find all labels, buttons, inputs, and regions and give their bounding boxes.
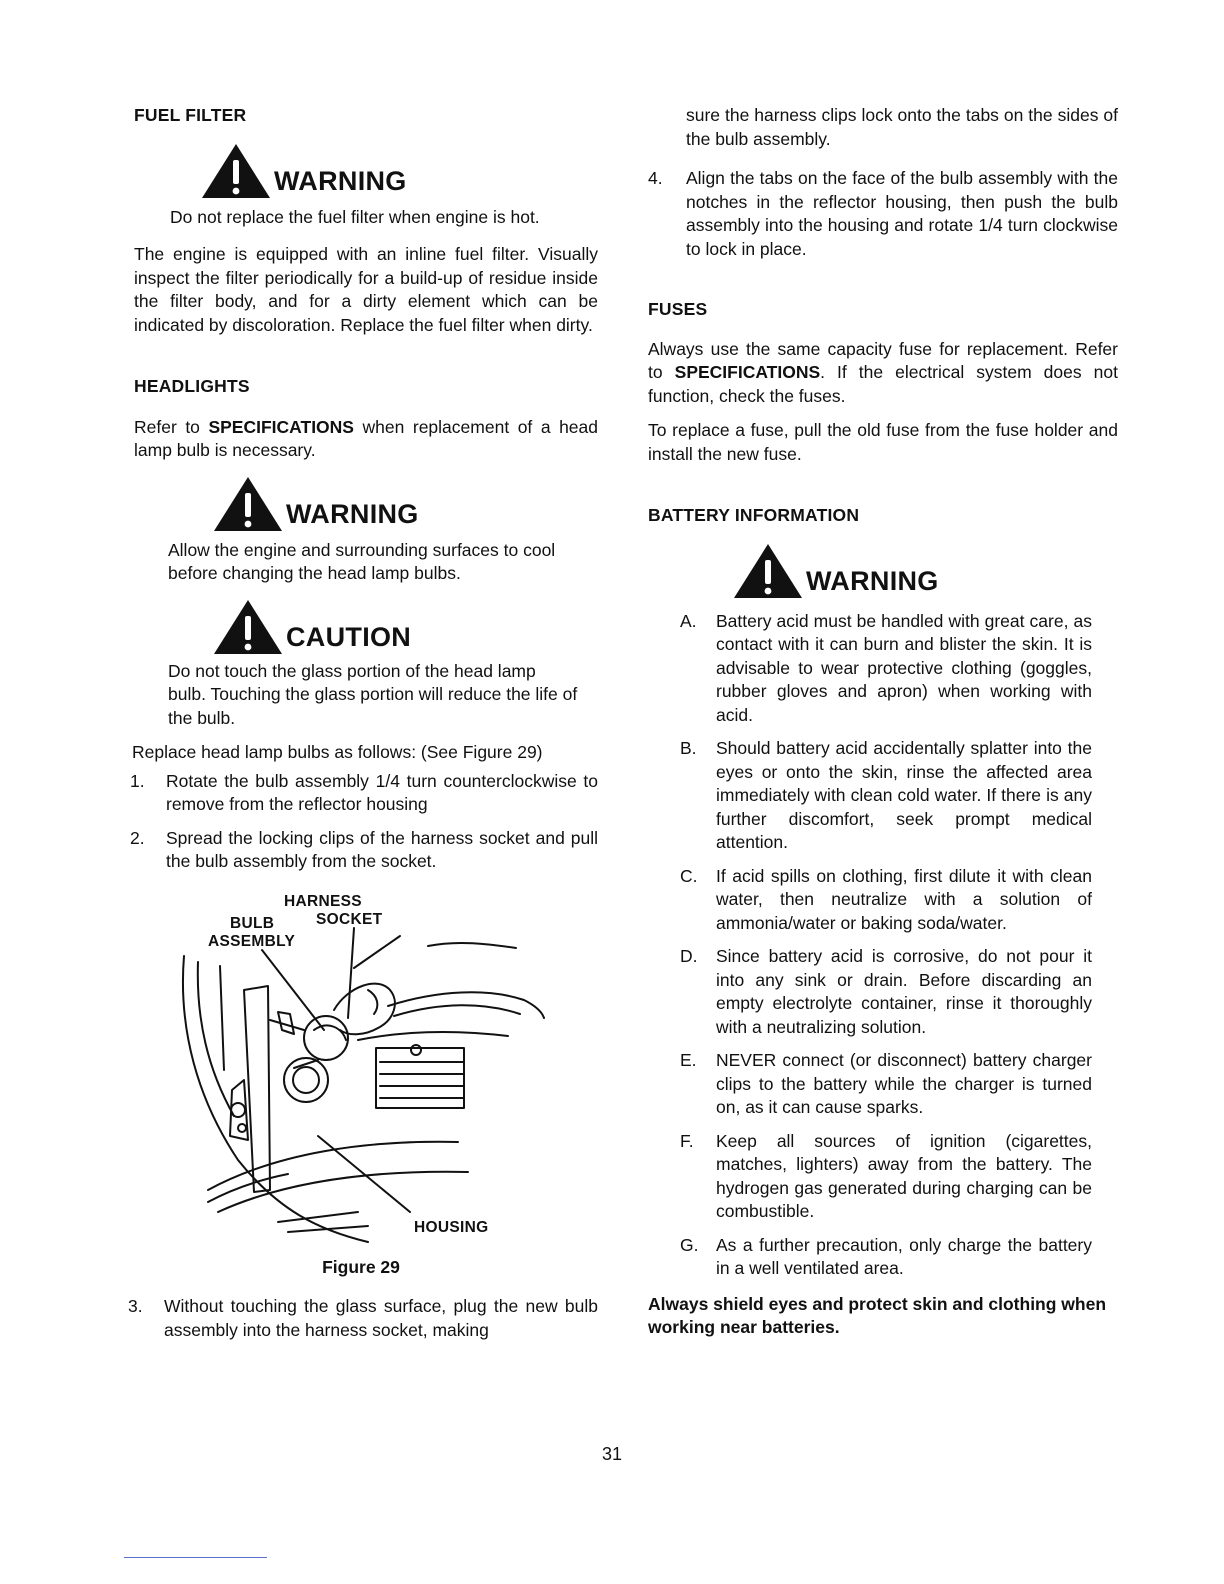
caution-triangle-icon [212, 598, 284, 656]
fuel-filter-heading: FUEL FILTER [134, 105, 247, 125]
list-item: 3. Without touching the glass surface, plug the new bulb assembly into the harness socket, making [128, 1296, 598, 1340]
headlights-intro: Refer to SPECIFICATIONS when replacement of a head lamp bulb is necessary. [134, 416, 599, 460]
warning-triangle-icon [212, 475, 284, 533]
headlamp-bulb-illustration [128, 890, 588, 1250]
warning-word: WARNING [806, 565, 939, 596]
figure-29-caption: Figure 29 [322, 1256, 400, 1277]
warning-triangle-icon [200, 142, 272, 200]
list-item: F. Keep all sources of ignition (cigarettes, matches, lighters) away from the battery. The hydrogen gas generated during charging can be combustible. [680, 1130, 1092, 1221]
list-item: C. If acid spills on clothing, first dilute it with clean water, then neutralize with a solution of ammonia/water or baking soda/water. [680, 865, 1092, 933]
headlights-warning-header [212, 475, 598, 533]
list-item: E. NEVER connect (or disconnect) battery charger clips to the battery while the charger is turned on, as it can cause sparks. [680, 1050, 1092, 1117]
list-item: 2. Spread the locking clips of the harness socket and pull the bulb assembly from the socket. [130, 827, 598, 871]
list-item: B. Should battery acid accidentally splatter into the eyes or onto the skin, rinse the affected area immediately with clean cold water. If there is any further discomfort, seek prompt medical attention. [680, 738, 1092, 852]
fuses-paragraph-2: To replace a fuse, pull the old fuse from the fuse holder and install the new fuse. [648, 420, 1118, 464]
headlight-steps-continued [648, 104, 1118, 261]
footer-rule [124, 1557, 267, 1558]
label-socket: SOCKET [316, 910, 383, 928]
fuel-filter-warning-text: Do not replace the fuel filter when engine is hot. [170, 206, 540, 227]
page-number: 31 [601, 1444, 623, 1464]
battery-safety-list [680, 610, 1092, 1281]
label-harness: HARNESS [284, 892, 362, 910]
label-housing: HOUSING [414, 1218, 489, 1236]
caution-word: CAUTION [286, 621, 412, 652]
headlight-step-3 [128, 1295, 598, 1342]
right-column [648, 104, 1118, 1340]
label-bulb: BULB [230, 914, 275, 932]
figure-29 [128, 890, 588, 1250]
list-item: D. Since battery acid is corrosive, do not pour it into any sink or drain. Before discarding an empty electrolyte container, rinse it thoroughly with a neutralizing solution. [680, 946, 1092, 1037]
fuel-filter-warning-header [200, 142, 598, 200]
warning-triangle-icon [732, 542, 804, 600]
battery-closing-note: Always shield eyes and protect skin and clothing when working near batteries. [648, 1293, 1107, 1337]
left-column [128, 104, 599, 1342]
headlights-heading: HEADLIGHTS [134, 376, 250, 396]
steps-intro: Replace head lamp bulbs as follows: (See Figure 29) [132, 742, 543, 762]
battery-heading: BATTERY INFORMATION [648, 505, 860, 525]
list-item: 4. Align the tabs on the face of the bulb assembly with the notches in the reflector housing, then push the bulb assembly into the housing and rotate 1/4 turn clockwise to lock in place. [648, 168, 1118, 259]
headlights-warning-text: Allow the engine and surrounding surfaces to cool before changing the head lamp bulbs. [168, 539, 556, 583]
warning-word: WARNING [274, 165, 407, 196]
headlights-caution-text: Do not touch the glass portion of the head lamp bulb. Touching the glass portion will reduce the life of the bulb. [168, 660, 578, 728]
warning-word: WARNING [286, 498, 419, 529]
specifications-reference: SPECIFICATIONS [674, 362, 821, 382]
headlights-caution-header [212, 598, 598, 656]
list-item: G. As a further precaution, only charge the battery in a well ventilated area. [680, 1234, 1092, 1278]
headlight-steps-list [130, 770, 598, 874]
fuel-filter-body: The engine is equipped with an inline fuel filter. Visually inspect the filter periodically for a build-up of residue inside the filter body, and for a dirty element which can be indicated by discoloration. Replace the fuel filter when dirty. [134, 244, 598, 335]
list-item: sure the harness clips lock onto the tabs on the sides of the bulb assembly. [686, 105, 1118, 149]
fuses-paragraph-1: Always use the same capacity fuse for replacement. Refer to SPECIFICATIONS. If the electrical system does not function, check the fuses. [648, 338, 1118, 406]
specifications-reference: SPECIFICATIONS [208, 416, 354, 437]
list-item: 1. Rotate the bulb assembly 1/4 turn counterclockwise to remove from the reflector housing [130, 770, 598, 814]
label-assembly: ASSEMBLY [208, 932, 296, 950]
fuses-heading: FUSES [648, 299, 708, 319]
battery-warning-header [732, 542, 1118, 600]
list-item: A. Battery acid must be handled with great care, as contact with it can burn and blister the skin. It is advisable to wear protective clothing (goggles, rubber gloves and apron) when working with acid. [680, 610, 1092, 725]
